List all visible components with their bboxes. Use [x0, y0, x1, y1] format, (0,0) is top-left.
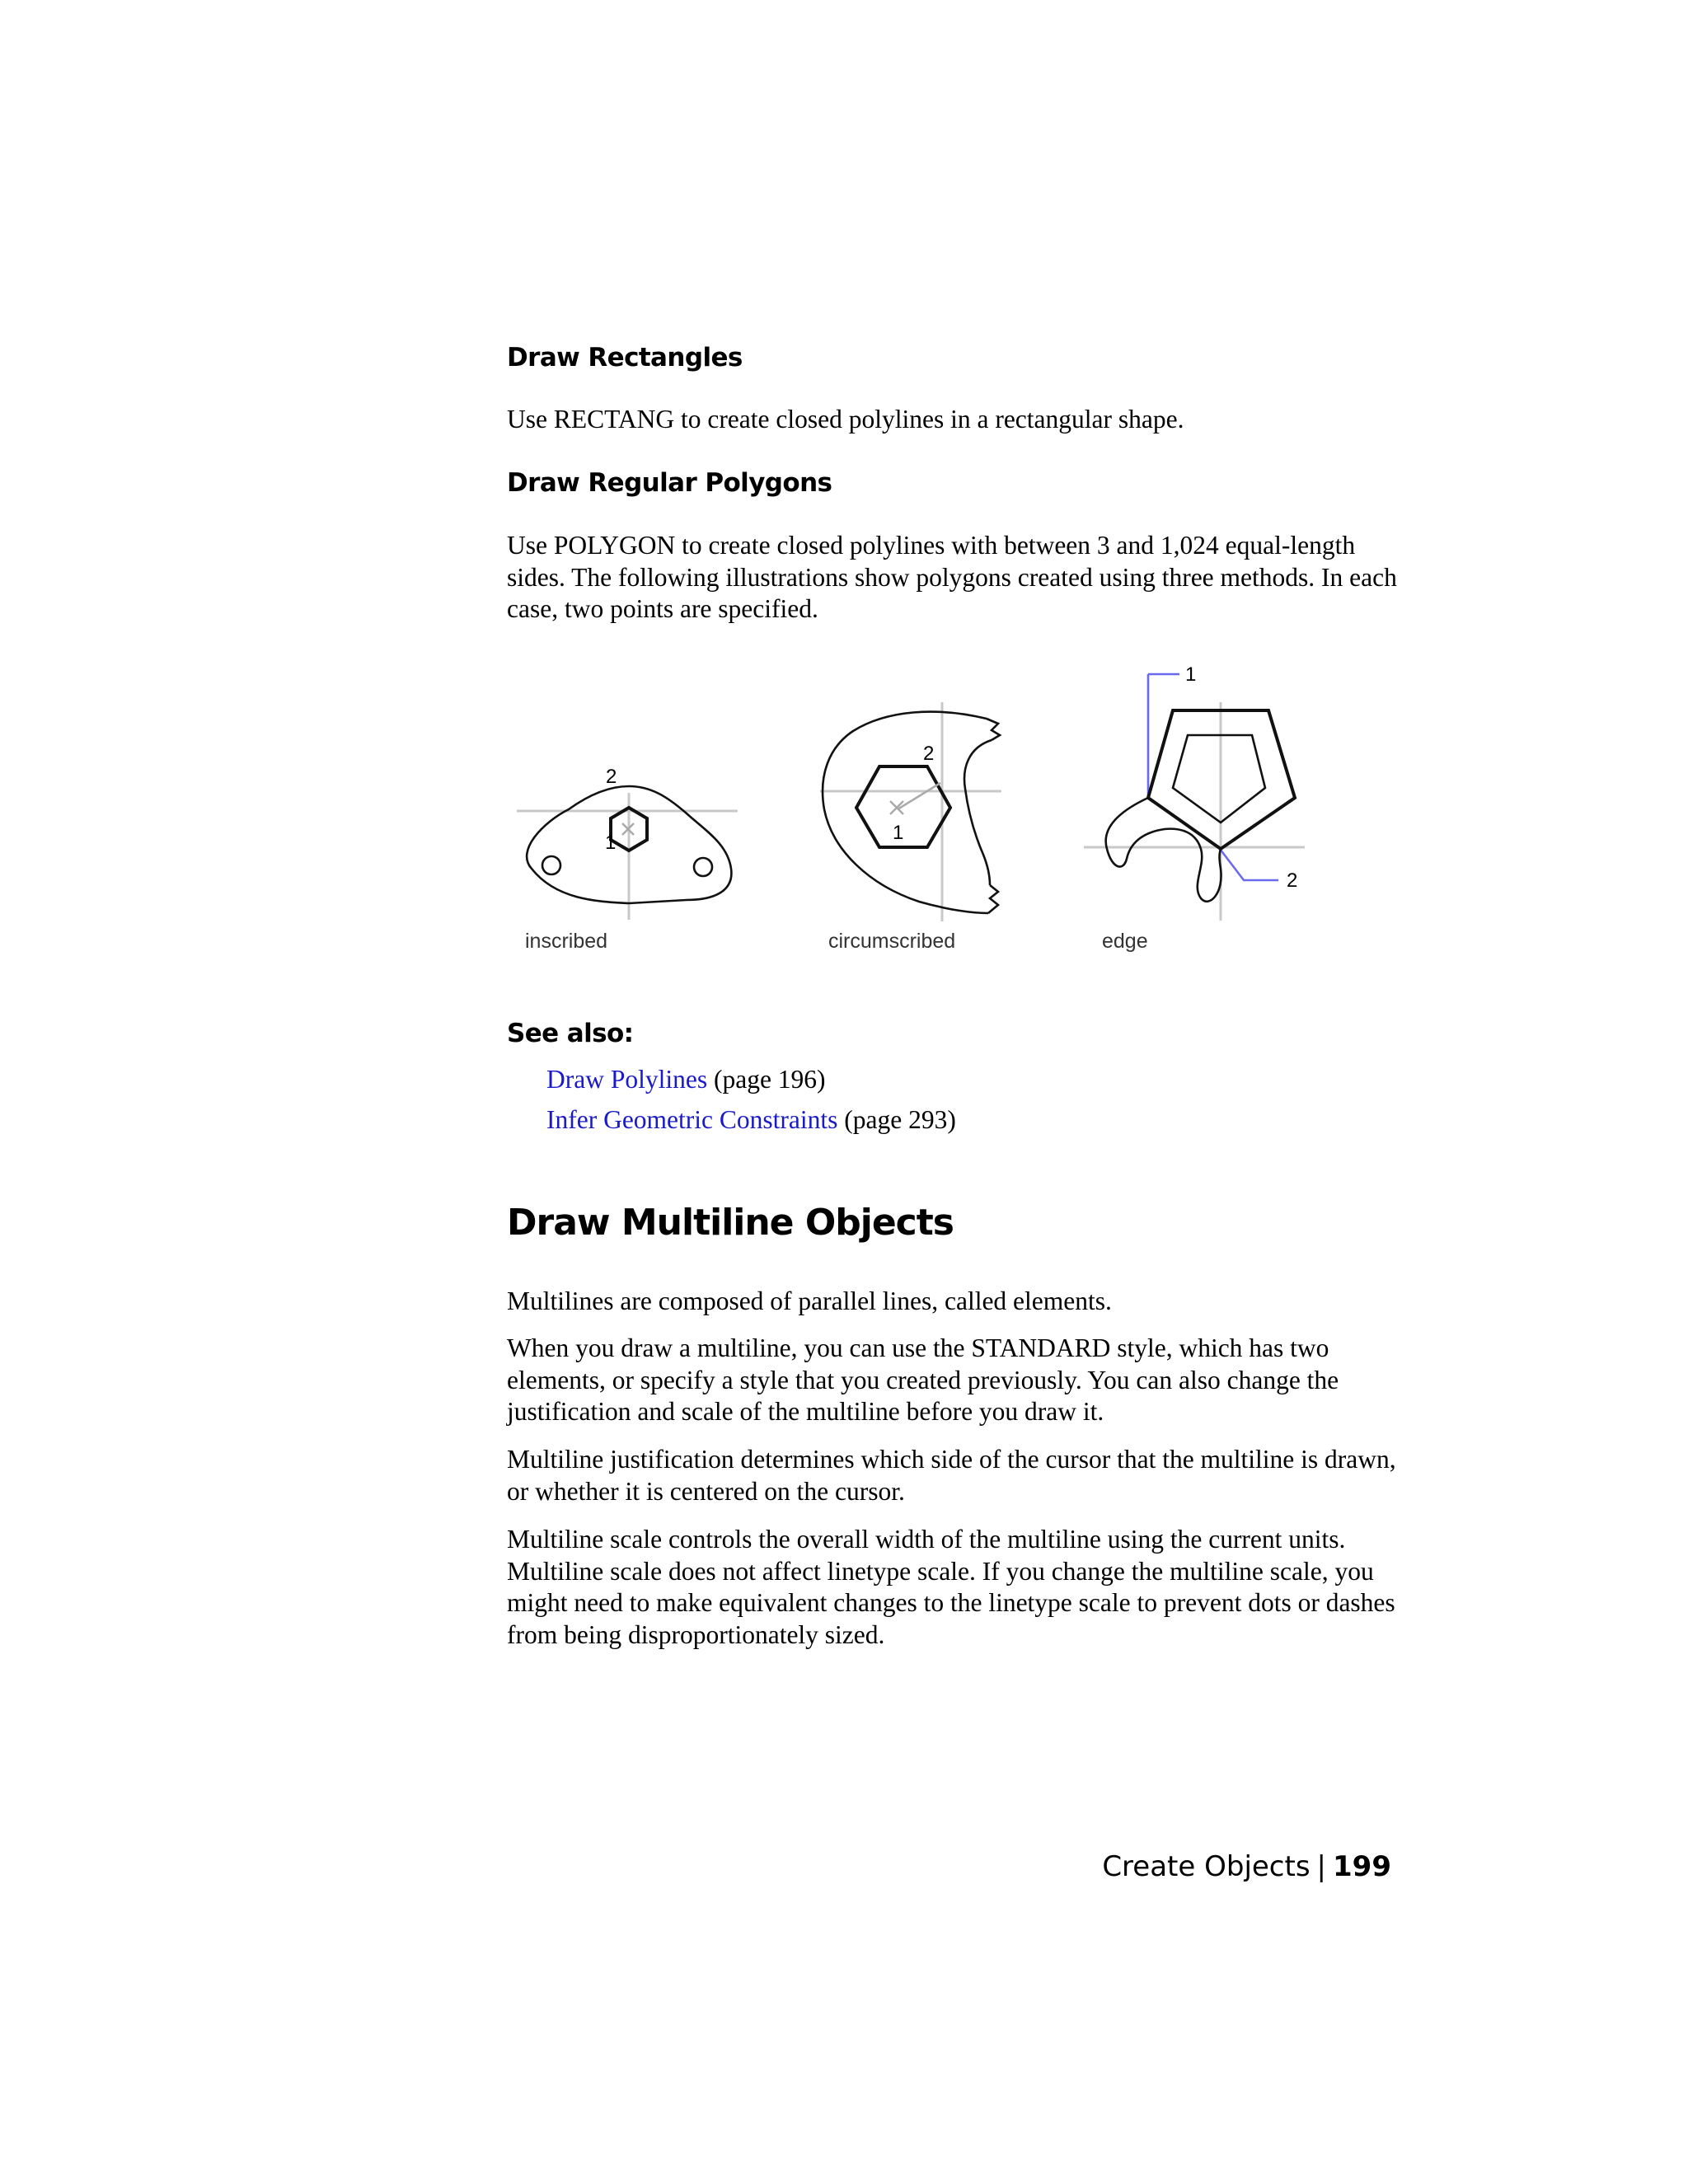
inscribed-label: inscribed — [525, 930, 608, 953]
circumscribed-illustration — [820, 702, 1001, 921]
heading-draw-multiline-objects: Draw Multiline Objects — [507, 1202, 954, 1244]
link-infer-geometric-constraints[interactable]: Infer Geometric Constraints — [546, 1105, 838, 1134]
see-also-item — [546, 1064, 826, 1095]
multiline-paragraph-4: Multiline scale controls the overall width of the multiline using the current units. Multiline scale does not affect linetype scale. If you change the multiline scale, you might need to make equivalent changes to the linetype scale to prevent dots or dashes from being disproportionately sized. — [507, 1525, 1395, 1649]
polygon-methods-figure — [507, 653, 1331, 966]
page-footer — [1102, 1850, 1391, 1883]
edge-label: edge — [1102, 930, 1148, 953]
inscribed-illustration — [517, 786, 738, 920]
multiline-paragraph-2: When you draw a multiline, you can use the STANDARD style, which has two elements, or specify a style that you created previously. You can also change the justification and scale of the multiline before you draw it. — [507, 1333, 1339, 1426]
edge-illustration — [1084, 674, 1305, 921]
multiline-paragraph-1: Multilines are composed of parallel lines, called elements. — [507, 1286, 1112, 1315]
paragraph-rectang: Use RECTANG to create closed polylines in a rectangular shape. — [507, 405, 1184, 434]
edge-point-2: 2 — [1287, 869, 1298, 892]
edge-point-1: 1 — [1185, 663, 1197, 686]
circumscribed-point-1: 1 — [893, 822, 904, 844]
footer-section-title: Create Objects — [1102, 1850, 1311, 1883]
page-ref: (page 196) — [713, 1065, 826, 1094]
multiline-paragraph-3: Multiline justification determines which side of the cursor that the multiline is drawn, or whether it is centered on the cursor. — [507, 1445, 1396, 1506]
heading-draw-regular-polygons: Draw Regular Polygons — [507, 468, 832, 498]
circumscribed-label: circumscribed — [828, 930, 956, 953]
footer-separator: | — [1316, 1850, 1327, 1883]
inscribed-point-2: 2 — [606, 766, 617, 788]
paragraph-polygon: Use POLYGON to create closed polylines with between 3 and 1,024 equal-length sides. The following illustrations show polygons created using three methods. In each case, two points are specified. — [507, 531, 1397, 623]
link-draw-polylines[interactable]: Draw Polylines — [546, 1065, 708, 1094]
see-also-label: See also: — [507, 1019, 634, 1048]
page-ref: (page 293) — [844, 1105, 956, 1134]
page-number: 199 — [1333, 1850, 1391, 1883]
inscribed-point-1: 1 — [605, 832, 617, 854]
circumscribed-point-2: 2 — [923, 743, 935, 765]
heading-draw-rectangles: Draw Rectangles — [507, 343, 743, 373]
see-also-item — [546, 1104, 956, 1136]
